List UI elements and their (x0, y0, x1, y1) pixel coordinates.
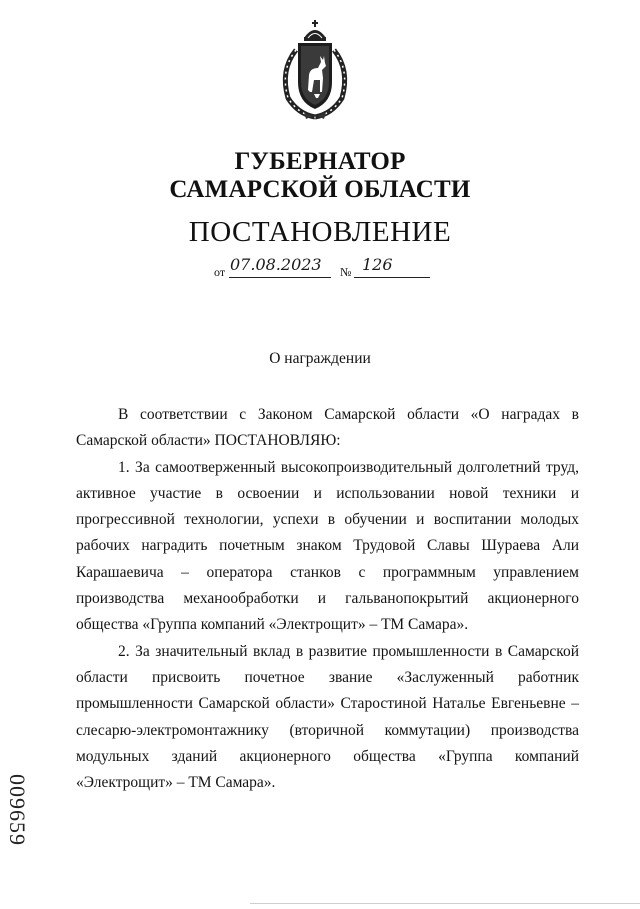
preamble-paragraph: В соответствии с Законом Самарской области «О наградах в Самарской области» ПОСТАНОВЛЯЮ: (76, 406, 579, 450)
document-meta-line (212, 255, 442, 281)
issuer-title-line2: САМАРСКОЙ ОБЛАСТИ (169, 176, 471, 203)
number-label: № (340, 265, 352, 279)
body-text (76, 402, 579, 796)
subject-heading: О награждении (269, 350, 371, 367)
registration-number-stamp (0, 770, 34, 850)
issuer-title-line1: ГУБЕРНАТОР (234, 148, 406, 175)
scan-edge-rule (250, 903, 640, 904)
award-item-1: 1. За самоотверженный высокопроизводительный долголетний труд, активное участие в освоении и использовании новой техники и прогрессивной технологии, успехи в обучении и воспитании молодых рабочих наградить почетным знаком Трудовой Славы Шураева Али Карашаевича – оператора станков с программным управлением производства механообработки и гальванопокрытий акционерного общества «Группа компаний «Электрощит» – ТМ Самара». (76, 458, 579, 634)
handwritten-date: 07.08.2023 (230, 255, 322, 274)
date-underline (229, 277, 331, 278)
crown-icon (304, 20, 326, 41)
coat-of-arms-emblem (274, 20, 356, 120)
registration-number: 009659 (5, 774, 30, 846)
number-underline (354, 277, 430, 278)
document-type-heading: ПОСТАНОВЛЕНИЕ (188, 216, 452, 248)
award-item-2: 2. За значительный вклад в развитие промышленности в Самарской области присвоить почетное звание «Заслуженный работник промышленности Самарской области» Старостиной Наталье Евгеньевне – слесарю-электромонтажнику (вторичной коммутации) производства модульных зданий акционерного общества «Группа компаний «Электрощит» – ТМ Самара». (76, 642, 579, 792)
handwritten-number: 126 (362, 255, 393, 274)
date-label: от (214, 265, 226, 279)
